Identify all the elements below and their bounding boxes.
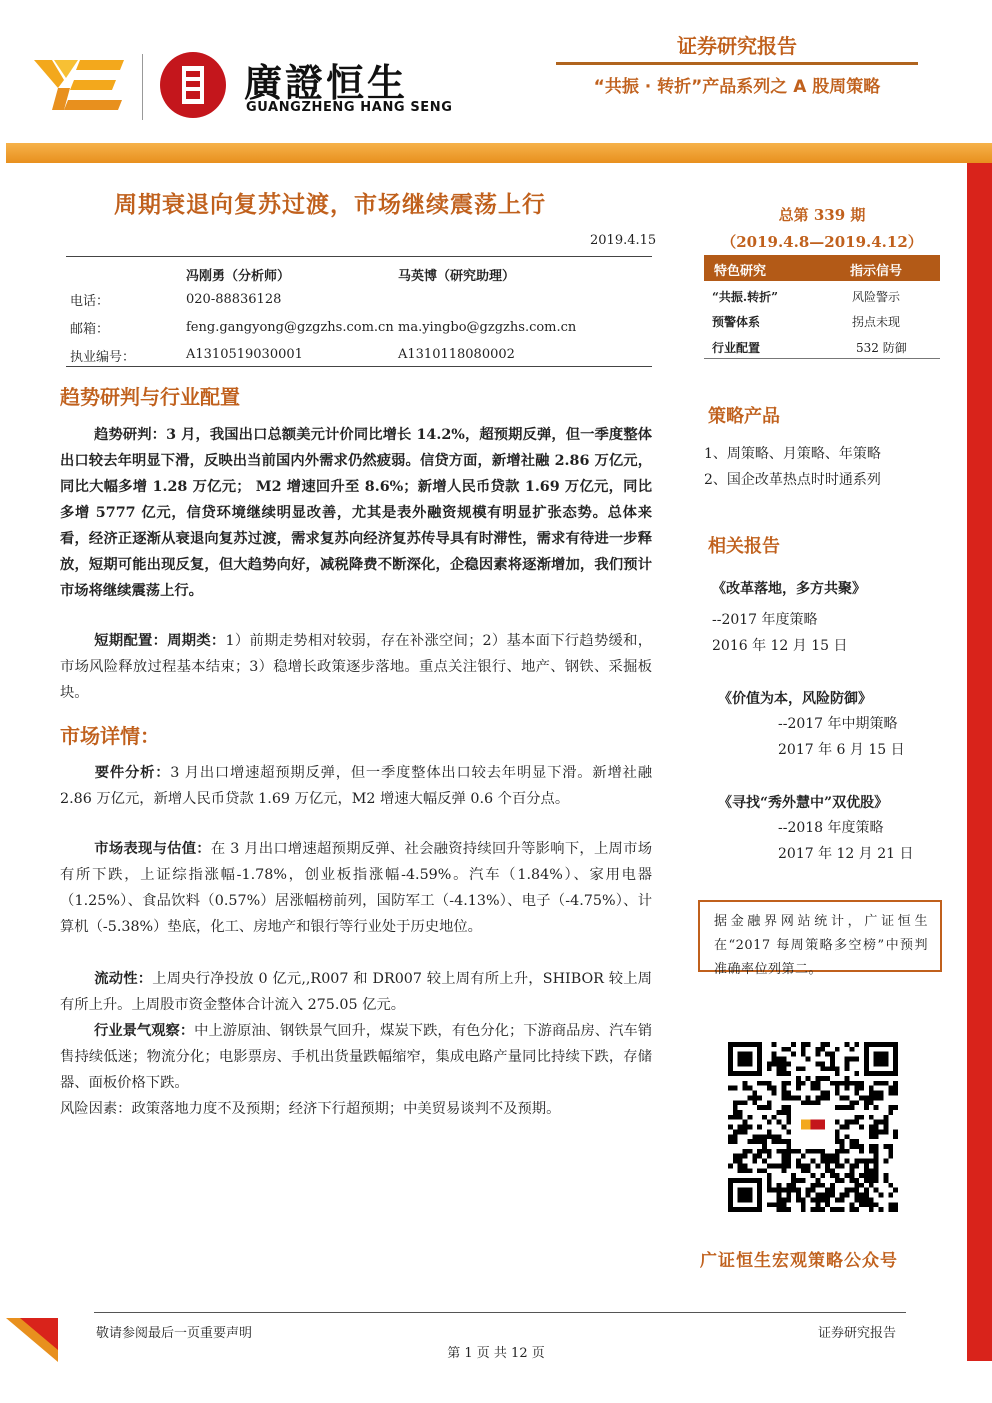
- performance-text: 在 3 月出口增速超预期反弹、社会融资持续回升等影响下，上周市场有所下跌，上证综指涨幅-1.78%，创业板指涨幅-4.59%。汽车（1.84%）、家用电器（1.25%）、食品饮料（0.57%）居涨幅榜前列，国防军工（-4.13%）、电子（-4.75%）、计算机（-5.38%）垫底，化工、房地产和银行等行业处于历史地位。: [60, 841, 652, 935]
- report-title: 周期衰退向复苏过渡，市场继续震荡上行: [114, 191, 546, 218]
- cert-label: 执业编号：: [70, 350, 136, 365]
- signal-table-col2: 指示信号: [850, 264, 903, 279]
- signal-row-3-value: 532 防御: [856, 341, 907, 355]
- signal-row-1-key: “共振.转折”: [712, 290, 778, 304]
- liquidity-paragraph: [60, 966, 652, 1018]
- analyst-name: 冯刚勇（分析师）: [186, 269, 291, 284]
- analysis-label: 要件分析：: [94, 765, 171, 781]
- risk-paragraph: 风险因素：政策落地力度不及预期；经济下行超预期；中美贸易谈判不及预期。: [60, 1101, 561, 1117]
- author-rule-bottom: [66, 366, 652, 367]
- footer-rule: [94, 1312, 906, 1313]
- page-number: 第 1 页 共 12 页: [447, 1346, 545, 1361]
- related-report-2-sub: --2017 年中期策略: [778, 716, 898, 732]
- right-edge-bar: [967, 163, 992, 1361]
- allocation-label: 短期配置：周期类：: [94, 633, 226, 649]
- header-rule: [556, 62, 918, 65]
- header-band: [6, 143, 992, 163]
- company-name-cn: 廣證恒生: [244, 61, 409, 105]
- signal-row-3-key: 行业配置: [712, 341, 761, 355]
- analyst-cert: A1310519030001: [186, 347, 303, 362]
- signal-table-header: [704, 255, 940, 281]
- section-heading-market: 市场详情：: [60, 724, 160, 748]
- company-logo-icon: [34, 58, 126, 112]
- industry-text: 中上游原油、钢铁景气回升，煤炭下跌，有色分化；下游商品房、汽车销售持续低迷；物流分化；电影票房、手机出货量跌幅缩窄，集成电路产量同比持续下跌，存储器、面板价格下跌。: [60, 1023, 653, 1091]
- analysis-paragraph: [60, 760, 652, 812]
- signal-row-2-value: 拐点未现: [852, 315, 901, 329]
- trend-text: 3 月，我国出口总额美元计价同比增长 14.2%，超预期反弹，但一季度整体出口较去年明显下滑，反映出当前国内外需求仍然疲弱。信贷方面，新增社融 2.86 万亿元，同比大幅多增 1.28 万亿元； M2 增速回升至 8.6%；新增人民币贷款 1.69 万亿元，同比多增 5777 亿元，信贷环境继续明显改善，尤其是表外融资规模有明显扩张态势。总体来看，经济正逐渐从衰退向复苏过渡，需求复苏向经济复苏传导具有时滞性，需求有待进一步释放，短期可能出现反复，但大趋势向好，减税降费不断深化，企稳因素将逐渐增加，我们预计市场将继续震荡上行。: [60, 427, 653, 599]
- footer-report-type: 证券研究报告: [818, 1326, 897, 1341]
- assistant-cert: A1310118080002: [398, 347, 515, 362]
- product-item-2: 2、国企改革热点时时通系列: [704, 472, 881, 488]
- analyst-phone: 020-88836128: [186, 292, 282, 307]
- product-item-1: 1、周策略、月策略、年策略: [704, 446, 881, 462]
- industry-label: 行业景气观察：: [94, 1023, 195, 1039]
- signal-row-2-key: 预警体系: [712, 315, 761, 329]
- assistant-name: 马英博（研究助理）: [398, 269, 516, 284]
- phone-label: 电话：: [70, 294, 110, 309]
- issue-period: （2019.4.8—2019.4.12）: [721, 233, 923, 251]
- logo-divider: [142, 54, 143, 120]
- assistant-email[interactable]: ma.yingbo@gzgzhs.com.cn: [398, 320, 577, 335]
- products-heading: 策略产品: [708, 406, 780, 427]
- related-report-1-title[interactable]: 《改革落地，多方共聚》: [712, 581, 866, 597]
- signal-row-1-value: 风险警示: [852, 290, 901, 304]
- related-heading: 相关报告: [708, 536, 780, 557]
- related-report-2-title[interactable]: 《价值为本，风险防御》: [718, 691, 872, 707]
- performance-paragraph: [60, 836, 652, 940]
- related-report-3-date: 2017 年 12 月 21 日: [778, 846, 914, 862]
- report-date: 2019.4.15: [590, 233, 657, 248]
- trend-paragraph: [60, 422, 652, 604]
- qr-caption: 广证恒生宏观策略公众号: [700, 1251, 898, 1271]
- email-label: 邮箱：: [70, 322, 110, 337]
- analyst-email[interactable]: feng.gangyong@gzgzhs.com.cn: [186, 320, 394, 335]
- performance-label: 市场表现与估值：: [94, 841, 211, 857]
- issue-number: 总第 339 期: [778, 206, 866, 224]
- allocation-text: 1）前期走势相对较弱，存在补涨空间；2）基本面下行趋势缓和，市场风险释放过程基本结束；3）稳增长政策逐步落地。重点关注银行、地产、钢铁、采掘板块。: [60, 633, 653, 701]
- industry-paragraph: [60, 1018, 652, 1096]
- signal-table-col1: 特色研究: [714, 264, 767, 279]
- liquidity-text: 上周央行净投放 0 亿元,,R007 和 DR007 较上周有所上升，SHIBOR 较上周有所上升。上周股市资金整体合计流入 275.05 亿元。: [60, 971, 652, 1013]
- section-heading-trend: 趋势研判与行业配置: [60, 385, 240, 409]
- related-report-1-sub: --2017 年度策略: [712, 612, 818, 628]
- author-rule-top: [66, 256, 652, 257]
- wechat-qr-code: [728, 1042, 898, 1212]
- related-report-1-date: 2016 年 12 月 15 日: [712, 638, 848, 654]
- company-name-en: GUANGZHENG HANG SENG: [246, 100, 453, 115]
- analysis-text: 3 月出口增速超预期反弹，但一季度整体出口较去年明显下滑。新增社融 2.86 万亿元，新增人民币贷款 1.69 万亿元，M2 增速大幅反弹 0.6 个百分点。: [60, 765, 652, 807]
- related-report-3-sub: --2018 年度策略: [778, 820, 884, 836]
- related-report-2-date: 2017 年 6 月 15 日: [778, 742, 905, 758]
- company-seal-icon: [160, 52, 226, 118]
- signal-table-bottom: [704, 358, 940, 359]
- report-type: 证券研究报告: [677, 34, 797, 58]
- footer-disclaimer: 敬请参阅最后一页重要声明: [96, 1326, 253, 1341]
- liquidity-label: 流动性：: [94, 971, 153, 987]
- trend-label: 趋势研判：: [94, 427, 167, 443]
- ranking-callout-text: 据金融界网站统计，广证恒生在“2017 每周策略多空榜”中预判准确率位列第二。: [714, 914, 928, 977]
- allocation-paragraph: [60, 628, 652, 706]
- related-report-3-title[interactable]: 《寻找“秀外慧中”双优股》: [718, 795, 889, 811]
- report-series: “共振 · 转折”产品系列之 A 股周策略: [593, 77, 881, 97]
